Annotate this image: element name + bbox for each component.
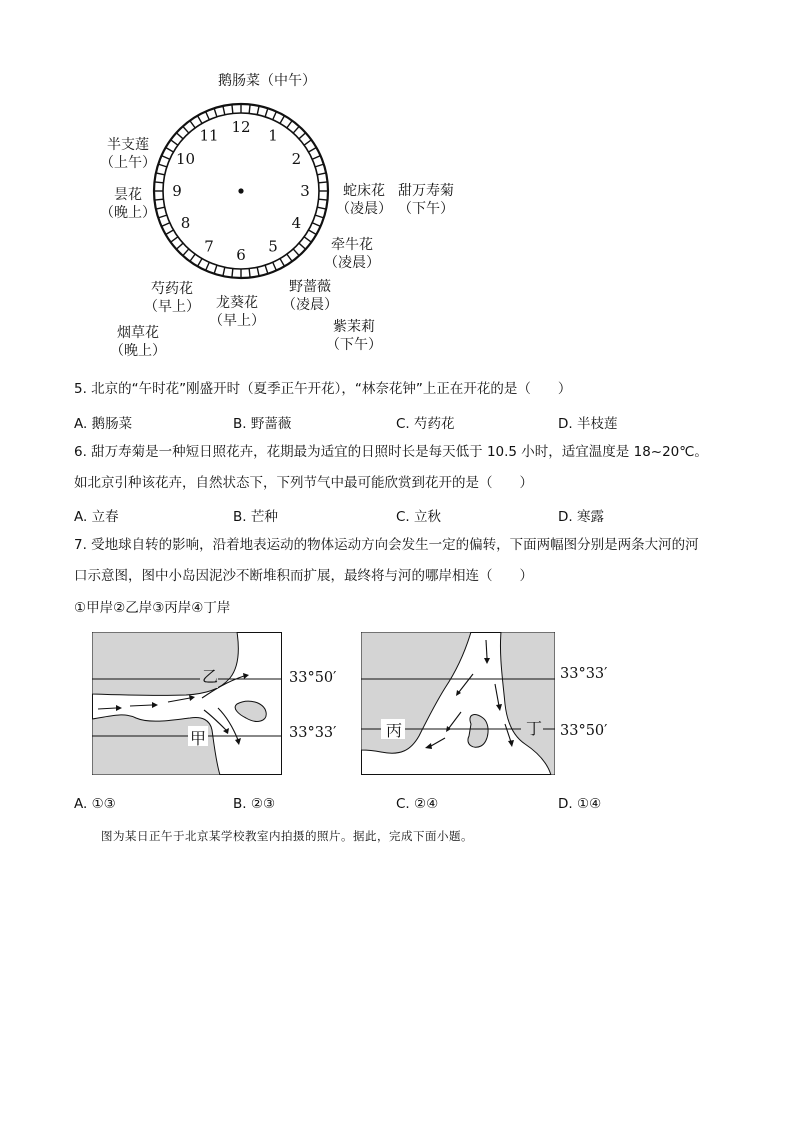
clock-tick xyxy=(166,230,174,235)
clock-tick xyxy=(156,207,165,209)
right-estuary-map xyxy=(361,632,555,775)
q7-option-a[interactable]: A. ①③ xyxy=(74,796,116,812)
flower-label-shechuanghua: 蛇床花 （凌晨） xyxy=(336,183,392,217)
clock-tick xyxy=(198,259,203,267)
clock-tick xyxy=(312,223,320,227)
clock-tick xyxy=(198,116,203,124)
clock-tick xyxy=(171,237,178,242)
flower-label-yancaohua: 烟草花 （晚上） xyxy=(110,325,166,359)
question-5-stem: 5. 北京的“午时花”刚盛开时（夏季正午开花），“林奈花钟”上正在开花的是（ ） xyxy=(74,381,572,397)
clock-tick xyxy=(232,269,233,278)
clock-tick xyxy=(249,104,250,113)
q7-option-b[interactable]: B. ②③ xyxy=(233,796,276,812)
q6-option-a[interactable]: A. 立春 xyxy=(74,509,119,525)
clock-tick xyxy=(249,269,250,278)
clock-tick xyxy=(257,106,259,115)
clock-tick xyxy=(183,126,189,133)
right-map-bank-ding: 丁 xyxy=(526,719,543,738)
section-note: 图为某日正午于北京某学校教室内拍摄的照片。据此，完成下面小题。 xyxy=(101,829,473,843)
q7-option-c[interactable]: C. ②④ xyxy=(396,796,439,812)
flower-label-zimoli: 紫茉莉 （下午） xyxy=(326,319,382,353)
clock-number: 7 xyxy=(204,237,214,256)
flower-label-tanhua: 昙花 （晚上） xyxy=(100,187,156,221)
clock-tick xyxy=(315,164,324,167)
clock-tick xyxy=(317,207,326,209)
clock-tick xyxy=(299,243,306,249)
left-map-lat-top: 33°50′ xyxy=(289,670,337,686)
clock-tick xyxy=(293,126,299,133)
clock-tick xyxy=(280,116,285,124)
question-6-stem-line2: 如北京引种该花卉，自然状态下，下列节气中最可能欣赏到花开的是（ ） xyxy=(74,475,533,491)
right-map-lat-top: 33°33′ xyxy=(560,666,608,682)
q5-option-c[interactable]: C. 芍药花 xyxy=(396,416,455,432)
clock-tick xyxy=(299,133,306,139)
clock-number: 4 xyxy=(291,214,302,232)
clock-number: 10 xyxy=(176,150,196,168)
clock-number: 6 xyxy=(236,246,246,264)
question-7-stem-line2: 口示意图，图中小岛因泥沙不断堆积而扩展，最终将与河的哪岸相连（ ） xyxy=(74,568,533,584)
right-map-bank-bing: 丙 xyxy=(386,721,403,740)
clock-tick xyxy=(293,249,299,256)
right-map-lat-bottom: 33°50′ xyxy=(560,723,608,739)
left-map-bank-jia: 甲 xyxy=(190,729,207,748)
clock-number: 2 xyxy=(291,150,302,168)
clock-tick xyxy=(206,112,210,120)
flower-label-shaoyaohua: 芍药花 （早上） xyxy=(144,281,200,315)
left-map-bank-yi: 乙 xyxy=(202,667,219,686)
clock-number: 11 xyxy=(199,126,219,145)
clock-tick xyxy=(214,265,217,274)
clock-tick xyxy=(265,108,268,117)
right-map-island xyxy=(468,715,488,748)
clock-tick xyxy=(183,249,189,256)
clock-tick xyxy=(257,267,259,276)
flower-label-longkuihua: 龙葵花 （早上） xyxy=(209,295,265,329)
clock-tick xyxy=(319,199,328,200)
clock-tick xyxy=(315,215,324,218)
clock-number: 5 xyxy=(268,237,278,256)
clock-tick xyxy=(190,254,195,261)
clock-tick xyxy=(154,182,163,183)
q7-option-d[interactable]: D. ①④ xyxy=(558,796,602,812)
q5-option-b[interactable]: B. 野蔷薇 xyxy=(233,416,292,432)
clock-tick xyxy=(162,156,170,160)
clock-tick xyxy=(309,230,317,235)
clock-tick xyxy=(223,267,225,276)
clock-tick xyxy=(309,148,317,153)
clock-number: 8 xyxy=(180,214,191,232)
q6-option-d[interactable]: D. 寒露 xyxy=(558,509,604,525)
clock-number: 1 xyxy=(268,126,278,145)
clock-center-dot xyxy=(238,188,243,193)
flower-label-qianniuhua: 牵牛花 （凌晨） xyxy=(324,237,380,271)
question-7-choices: ①甲岸②乙岸③丙岸④丁岸 xyxy=(74,600,231,616)
left-estuary-map xyxy=(92,632,282,775)
q5-option-d[interactable]: D. 半枝莲 xyxy=(558,416,618,432)
clock-number: 9 xyxy=(172,182,182,200)
clock-tick xyxy=(312,156,320,160)
left-map-lat-bottom: 33°33′ xyxy=(289,725,337,741)
clock-tick xyxy=(214,108,217,117)
clock-tick xyxy=(206,262,210,270)
clock-tick xyxy=(223,106,225,115)
clock-tick xyxy=(166,148,174,153)
clock-tick xyxy=(232,104,233,113)
flower-label-banzhilian: 半支莲 （上午） xyxy=(100,137,156,171)
clock-tick xyxy=(304,237,311,242)
clock-tick xyxy=(176,243,183,249)
question-7-stem-line1: 7. 受地球自转的影响，沿着地表运动的物体运动方向会发生一定的偏转，下面两幅图分别是两条大河的河 xyxy=(74,537,699,553)
flower-label-tianwanshouju: 甜万寿菊 （下午） xyxy=(398,183,454,217)
flower-label-yeqiangwei: 野蔷薇 （凌晨） xyxy=(282,279,338,313)
question-6-stem-line1: 6. 甜万寿菊是一种短日照花卉，花期最为适宜的日照时长是每天低于 10.5 小时，适宜温度是 18~20℃。 xyxy=(74,444,708,460)
clock-tick xyxy=(317,173,326,175)
clock-number: 3 xyxy=(300,182,310,200)
q5-option-a[interactable]: A. 鹅肠菜 xyxy=(74,416,133,432)
clock-tick xyxy=(162,223,170,227)
q6-option-c[interactable]: C. 立秋 xyxy=(396,509,442,525)
clock-number: 12 xyxy=(231,118,251,136)
clock-tick xyxy=(156,173,165,175)
clock-tick xyxy=(176,133,183,139)
clock-tick xyxy=(319,182,328,183)
clock-tick xyxy=(190,121,195,128)
clock-tick xyxy=(158,164,167,167)
flower-label-echangcai: 鹅肠菜（中午） xyxy=(218,73,316,89)
clock-tick xyxy=(265,265,268,274)
clock-tick xyxy=(287,254,292,261)
clock-tick xyxy=(280,259,285,267)
clock-tick xyxy=(304,140,311,145)
clock-tick xyxy=(273,112,277,120)
clock-tick xyxy=(287,121,292,128)
clock-tick xyxy=(158,215,167,218)
clock-tick xyxy=(171,140,178,145)
clock-tick xyxy=(273,262,277,270)
q6-option-b[interactable]: B. 芒种 xyxy=(233,509,278,525)
